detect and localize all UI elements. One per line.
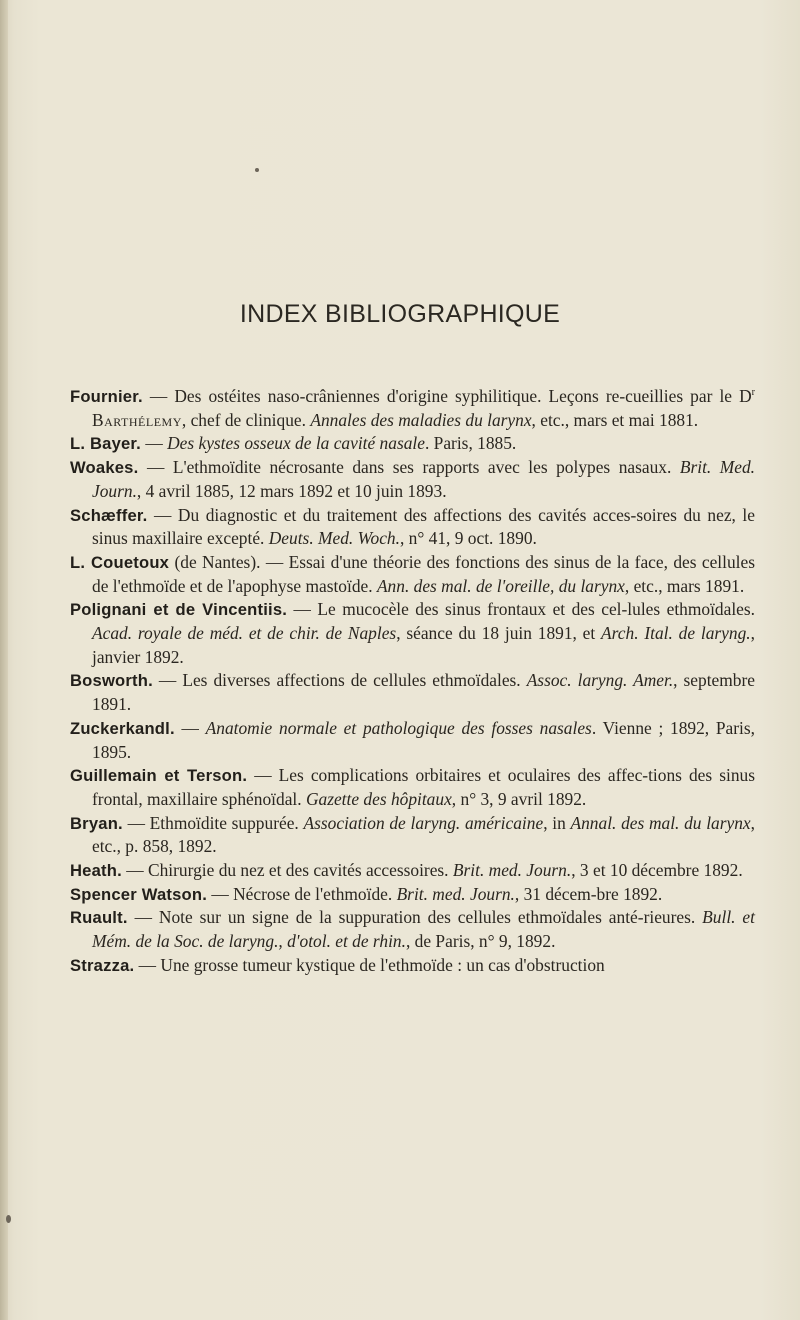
entry-superscript: r [751,387,755,399]
entry-text: — [174,717,206,738]
entry-source-title: Bull. et Mém. de la Soc. de laryng., d'otol. et de rhin. [92,907,755,952]
entry-author: Spencer Watson. [70,884,208,904]
entry-author: Bosworth. [70,671,153,691]
entry-source-title: Anatomie normale et pathologique des fosses nasales [205,717,592,738]
entry-text: , séance du 18 juin 1891, et [396,623,602,644]
entry-source-title: Des kystes osseux de la cavité nasale [167,433,425,454]
entry-source-title: Annal. des mal. du larynx [570,812,751,833]
entry-text: , chef de clinique. [181,409,311,430]
entry-text: , etc., mars et mai 1881. [531,409,699,430]
bibliography-entry [70,385,755,432]
bibliography-entry [70,432,755,456]
entry-text: , in [543,812,571,833]
bibliography-entry [70,456,755,503]
entry-author: Zuckerkandl. [70,718,175,738]
bibliography-entry [70,504,755,551]
entry-source-title: Assoc. laryng. Amer. [526,670,674,691]
entry-source-title: Brit. med. Journ. [452,860,572,881]
entry-text: — Nécrose de l'ethmoïde. [207,883,397,904]
entry-author: Strazza. [70,955,135,975]
entry-author: Guillemain et Terson. [70,766,248,786]
entry-author: L. Bayer. [70,434,141,454]
entry-source-title: Acad. royale de méd. et de chir. de Naples [92,623,397,644]
entry-text: , etc., p. 858, 1892. [92,812,755,857]
entry-text: — Une grosse tumeur kystique de l'ethmoïde : un cas d'obstruction [134,954,605,975]
entry-author: Heath. [70,861,122,881]
entry-text: — Note sur un signe de la suppuration des cellules ethmoïdales anté-rieures. [127,907,703,928]
entry-text: , 4 avril 1885, 12 mars 1892 et 10 juin 1893. [136,480,447,501]
entry-author: Polignani et de Vincentiis. [70,600,288,620]
entry-text: — Ethmoïdite suppurée. [122,812,304,833]
entry-text: , n° 41, 9 oct. 1890. [399,528,537,549]
entry-text: , 31 décem-bre 1892. [514,883,663,904]
entry-text: — Le mucocèle des sinus frontaux et des cel-lules ethmoïdales. [287,599,755,620]
page-title: INDEX BIBLIOGRAPHIQUE [239,300,561,328]
bibliography-entry [70,812,755,859]
ink-speck [6,1215,11,1223]
entry-person-name: Barthélemy [92,409,182,430]
entry-source-title: Brit. Med. Journ. [92,457,755,501]
entry-text: — Les complications orbitaires et oculaires des affec-tions des sinus frontal, maxillaire sphénoïdal. [92,765,755,809]
bibliography-entry [70,764,755,811]
entry-text: , etc., mars 1891. [624,575,745,596]
entry-text: , de Paris, n° 9, 1892. [405,931,556,952]
entry-author: L. Couetoux [70,552,170,572]
bibliography-entry [70,551,755,598]
bibliography-entry [70,883,755,907]
entry-author: Fournier. [70,387,143,406]
entry-source-title: Gazette des hôpitaux [305,788,452,809]
entry-text: , n° 3, 9 avril 1892. [451,788,587,809]
entry-source-title: Annales des maladies du larynx [310,409,532,430]
bibliography-entry [70,598,755,669]
entry-text: (de Nantes). — Essai d'une théorie des fonctions des sinus de la face, des cellules de l'ethmoïde et de l'apophyse mastoïde. [92,551,755,596]
entry-author: Bryan. [70,813,123,833]
entry-text: , septembre 1891. [92,670,755,715]
entry-text: , 3 et 10 décembre 1892. [571,860,743,881]
entry-source-title: Brit. med. Journ. [396,883,515,904]
entry-source-title: Deuts. Med. Woch. [268,528,400,549]
entry-text: — Les diverses affections de cellules ethmoïdales. [152,670,527,691]
entry-author: Ruault. [70,908,128,928]
entry-author: Woakes. [70,458,139,478]
entry-text: , janvier 1892. [92,623,755,667]
entry-source-title: Association de laryng. américaine [303,812,544,833]
entry-text: — [140,433,168,454]
entry-text: — Du diagnostic et du traitement des affections des cavités acces-soires du nez, le sinus maxillaire excepté. [92,504,755,549]
entry-source-title: Arch. Ital. de laryng. [601,623,751,644]
page-binding-edge [0,0,8,1320]
entry-text: . Vienne ; 1892, Paris, 1895. [92,717,755,762]
entry-author: Schæffer. [70,505,148,525]
ink-speck [255,168,259,172]
bibliography-list [70,385,755,978]
entry-text: — L'ethmoïdite nécrosante dans ses rapports avec les polypes nasaux. [138,457,680,478]
entry-source-title: Ann. des mal. de l'oreille, du larynx [376,575,625,596]
bibliography-entry [70,906,755,953]
bibliography-entry [70,954,755,978]
bibliography-entry [70,859,755,883]
bibliography-entry [70,717,755,764]
entry-text: . Paris, 1885. [424,433,517,454]
bibliography-entry [70,669,755,716]
entry-text: — Chirurgie du nez et des cavités accessoires. [121,860,453,881]
entry-text: — Des ostéites naso-crâniennes d'origine syphilitique. Leçons re-cueillies par le D [142,386,752,406]
